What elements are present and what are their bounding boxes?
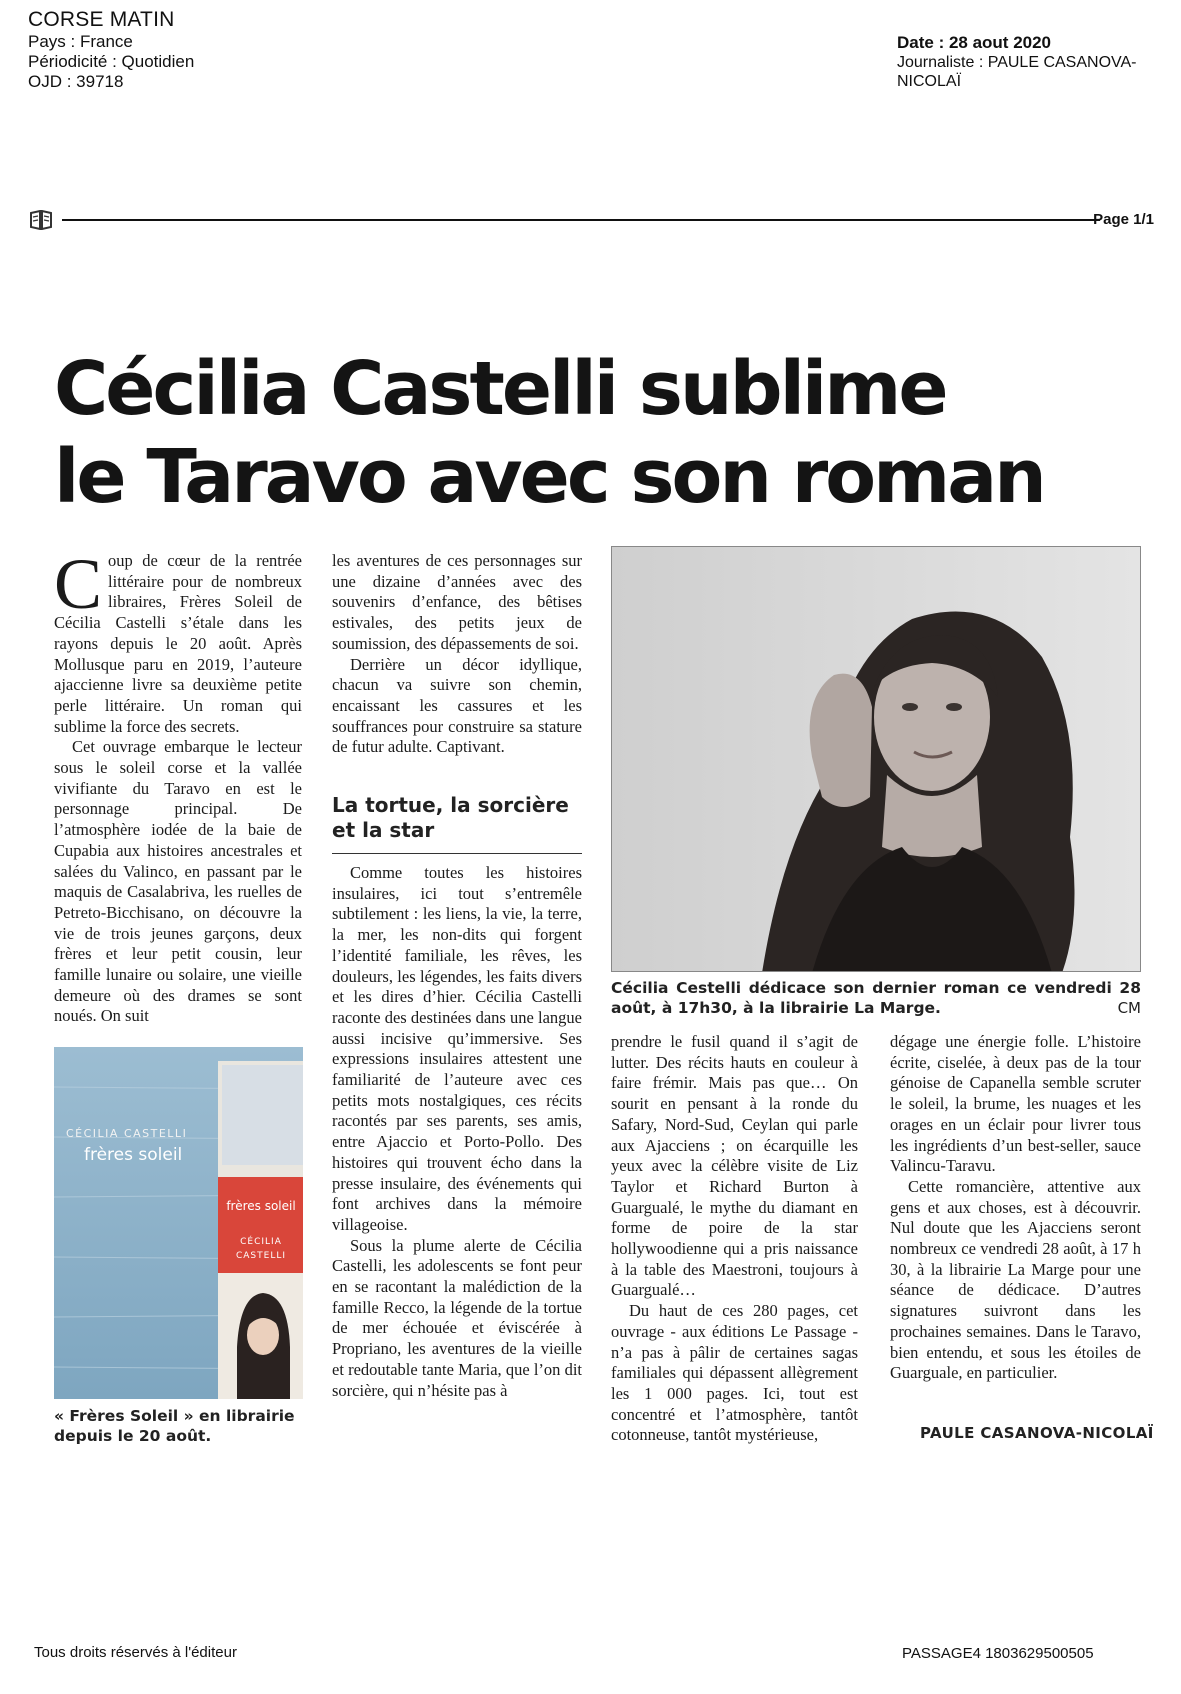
document-code: PASSAGE4 1803629500505: [902, 1645, 1094, 1662]
author-signature: PAULE CASANOVA-NICOLAÏ: [920, 1424, 1154, 1442]
rights-notice: Tous droits réservés à l'éditeur: [34, 1644, 237, 1661]
section-subheading: La tortue, la sorcière et la star: [332, 793, 569, 842]
paragraph: les aventures de ces personnages sur une dizaine d’années avec des souvenirs d’enfance, des bêtises estivales, des petits jeux de soumission, des dépassements de soi.: [332, 551, 582, 653]
article-column-3: [611, 1032, 858, 1446]
cover-title-small: frères soleil: [226, 1199, 296, 1213]
book-cover-image: [54, 1047, 303, 1399]
cover-title: frères soleil: [84, 1145, 183, 1165]
article-column-1: [54, 544, 302, 1027]
drop-cap: C: [54, 544, 103, 624]
photo-caption: [611, 978, 1141, 1018]
author-portrait: [612, 547, 1141, 972]
date-block: [897, 33, 1157, 91]
paragraph: Cet ouvrage embarque le lecteur sous le soleil corse et la vallée vivifiante du Taravo en est le personnage principal. De l’atmosphère iodée de la baie de Cupabia aux histoires ancestrales et salées du Valinco, en passant par le maquis de Casalabriva, les ruelles de Petreto-Bicchisano, on découvre la vie de trois jeunes garçons, deux frères et leur petit cousin, leur famille lunaire ou solaire, une vieille demeure où des drames se sont noués. On suit: [54, 737, 302, 1026]
paragraph: Sous la plume alerte de Cécilia Castelli, les adolescents se font peur en se racontant la malédiction de la famille Recco, la légende de la tortue de mer échouée et éviscérée à Propriano, les aventures de la vieille et redoutable tante Maria, que l’on dit sorcière, qui n’hésite pas à: [332, 1235, 582, 1400]
author-photo: [611, 546, 1141, 972]
divider: [62, 219, 1100, 221]
journalist: Journaliste : PAULE CASANOVA-NICOLAÏ: [897, 54, 1137, 90]
paragraph: Derrière un décor idyllique, chacun va suivre son chemin, encaissant les cassures et les souffrances pour construire sa stature de futur adulte. Captivant.: [332, 654, 582, 757]
page-number: Page 1/1: [1093, 211, 1154, 228]
cover-author: CÉCILIA CASTELLI: [66, 1127, 188, 1140]
paragraph: Cette romancière, attentive aux gens et aux choses, est à découvrir. Nul doute que les Ajacciens seront nombreux ce vendredi 28 août, à 17 h 30, à la librairie La Marge pour une séance de dédicace. D’autres signatures suivront dans les prochaines semaines. Dans le Taravo, bien entendu, et sous les étoiles de Guarguale, en particulier.: [890, 1176, 1141, 1383]
photo-caption-text: Cécilia Cestelli dédicace son dernier roman ce vendredi 28 août, à 17h30, à la librairie La Marge.: [611, 979, 1141, 1017]
frequency: Périodicité : Quotidien: [28, 52, 195, 71]
subheading-rule: [332, 853, 582, 854]
article-headline: [54, 345, 1144, 521]
photo-credit: CM: [1117, 999, 1141, 1017]
country: Pays : France: [28, 32, 133, 51]
cover-author-small: CÉCILIA CASTELLI: [235, 1237, 287, 1261]
book-cover-illustration: [54, 1047, 303, 1399]
book-icon: [30, 210, 52, 230]
headline-line-1: Cécilia Castelli sublime: [54, 346, 946, 432]
masthead: [28, 8, 194, 92]
ojd: OJD : 39718: [28, 72, 124, 91]
publication-name: CORSE MATIN: [28, 8, 175, 31]
article-column-2: [332, 551, 582, 758]
paragraph: oup de cœur de la rentrée littéraire pour de nombreux libraires, Frères Soleil de Cécilia Castelli s’étale dans les rayons depuis le 20 août. Après Mollusque paru en 2019, l’auteure ajaccienne livre sa deuxième petite perle littéraire. Un roman qui sublime la force des secrets.: [54, 551, 302, 736]
paragraph: Comme toutes les histoires insulaires, ici tout s’entremêle subtilement : les liens, la vie, la terre, la mer, les non-dits qui forgent l’identité familiale, les rêves, les douleurs, les légendes, les faits divers et les dires d’hier. Cécilia Castelli raconte des destinées dans une langue aussi incisive qu’immersive. Ses expressions insulaires attestent une familiarité de l’auteure avec ces petits mots nostalgiques, ces récits racontés par ses parents, ses amis, entre Ajaccio et Porto-Pollo. Des histoires qui trouvent écho dans la presse insulaire, des événements qui font archives dans la mémoire villageoise.: [332, 863, 582, 1234]
page-rule: [28, 208, 1154, 232]
paragraph: Du haut de ces 280 pages, cet ouvrage - aux éditions Le Passage - n’a pas à pâlir de certaines sagas familiales qui dépassent allègrement les 1 000 pages. Ici, tout est concentré et l’atmosphère, tantôt cotonneuse, tantôt mystérieuse,: [611, 1301, 858, 1445]
paragraph: dégage une énergie folle. L’histoire écrite, ciselée, à deux pas de la tour génoise de Capanella semble scruter le soleil, la brume, les nuages et les orages en un éclair pour livrer tous les ingrédients d’un best-seller, sauce Valincu-Taravu.: [890, 1032, 1141, 1176]
headline-line-2: le Taravo avec son roman: [54, 434, 1044, 520]
cover-caption: « Frères Soleil » en librairie depuis le 20 août.: [54, 1407, 295, 1445]
article-column-2-continued: [332, 863, 582, 1401]
publication-date: Date : 28 aout 2020: [897, 33, 1052, 52]
paragraph: prendre le fusil quand il s’agit de lutter. Des récits hauts en couleur à faire frémir. Mais pas que… On sourit en pensant à la ronde du Safary, Nord-Sud, Ceylan qui parle aux Ajacciens ; on écarquille les yeux avec la célèbre visite de Liz Taylor et Richard Burton à Guargualé, le mythe du diamant en forme de poire de la star hollywoodienne qui a pris naissance à la table des Maestroni, toujours à Guargualé…: [611, 1032, 858, 1300]
article-column-4: [890, 1032, 1141, 1384]
